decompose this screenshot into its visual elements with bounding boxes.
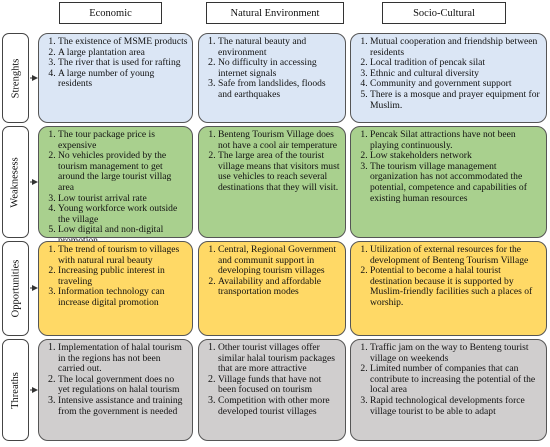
list-item: 1. Traffic jam on the way to Benteng tourist village on weekends bbox=[370, 343, 542, 364]
row-label-threats bbox=[2, 339, 29, 441]
row-label-threats-text: Threaths bbox=[10, 371, 21, 409]
list-item: 2. Local tradition of pencak silat bbox=[370, 58, 542, 69]
list-item: 2. Potential to become a halal tourist destination because it is supported by Muslim-friendly facilities such a places of worship. bbox=[370, 266, 542, 308]
list-item: 2. The local government does no yet regulations on halal tourism bbox=[58, 375, 188, 396]
cell-strengths-natural bbox=[198, 33, 346, 123]
list-item: 2. The large area of the tourist village means that visitors must use vehicles to reach several destinations that they will visit. bbox=[218, 151, 341, 193]
column-header-economic: Economic bbox=[59, 2, 162, 24]
list-item: 1. The natural beauty and environment bbox=[218, 37, 341, 58]
cell-weaknesses-natural bbox=[198, 126, 346, 238]
list-item: 3. Low tourist arrival rate bbox=[58, 194, 188, 205]
column-header-socio-cultural: Socio-Cultural bbox=[382, 2, 506, 24]
list-item: 3. Safe from landslides, floods and earthquakes bbox=[218, 79, 341, 100]
list-item: 5. Low digital and non-digital bbox=[58, 225, 188, 246]
list-item: 2. Limited number of companies that can contribute to increasing the potential of the local area bbox=[370, 364, 542, 396]
cell-threats-economic bbox=[38, 339, 193, 441]
list-item: 2. No vehicles provided by the tourism management to get around the large tourist villag area bbox=[58, 151, 188, 193]
list-item: 2. Village funds that have not been focused on tourism bbox=[218, 375, 341, 396]
list-item: 4. Community and government support bbox=[370, 79, 542, 90]
cell-opportunities-natural bbox=[198, 241, 346, 336]
cell-threats-socio bbox=[350, 339, 547, 441]
list-item: 1. The existence of MSME products bbox=[58, 37, 188, 48]
column-header-natural-environment: Natural Environment bbox=[206, 2, 344, 24]
row-label-weaknesses bbox=[2, 126, 29, 238]
list-item: 3. Information technology can increase digital promotion bbox=[58, 287, 188, 308]
cell-threats-natural bbox=[198, 339, 346, 441]
list-item: 5. There is a mosque and prayer equipment for Muslim. bbox=[370, 90, 542, 111]
list-item: 2. Availability and affordable transportation modes bbox=[218, 277, 341, 298]
list-item: 3. Rapid technological developments force village tourist to be able to adapt bbox=[370, 396, 542, 417]
list-item: 3. The tourism village management organization has not accommodated the potential, competence and capabilities of existing human resources bbox=[370, 162, 542, 204]
list-item: 1. Implementation of halal tourism in the regions has not been carried out. bbox=[58, 343, 188, 375]
cell-strengths-socio bbox=[350, 33, 547, 123]
list-item: 1. Pencak Silat attractions have not been playing continuously. bbox=[370, 130, 542, 151]
list-item: 1. Central, Regional Government and communit support in developing tourism villages bbox=[218, 245, 341, 277]
cell-weaknesses-socio bbox=[350, 126, 547, 238]
cell-weaknesses-economic bbox=[38, 126, 193, 238]
list-item: 2. A large plantation area bbox=[58, 48, 188, 59]
list-item: 3. Intensive assistance and training from the government is needed bbox=[58, 396, 188, 417]
list-item: 1. The tour package price is expensive bbox=[58, 130, 188, 151]
list-item: 2. Low stakeholders network bbox=[370, 151, 542, 162]
cell-strengths-economic bbox=[38, 33, 193, 123]
list-item: 2. No difficulty in accessing internet signals bbox=[218, 58, 341, 79]
row-label-weaknesses-text: Weaknesess bbox=[10, 156, 22, 208]
list-item: 2. Increasing public interest in traveling bbox=[58, 266, 188, 287]
list-item: 3. Ethnic and cultural diversity bbox=[370, 69, 542, 80]
row-label-opportunities-text: Opportunities bbox=[10, 259, 21, 318]
list-item: 1. Mutual cooperation and friendship between residents bbox=[370, 37, 542, 58]
cell-opportunities-economic bbox=[38, 241, 193, 336]
row-label-strengths bbox=[2, 33, 29, 123]
list-item: 1. Benteng Tourism Village does not have a cool air temperature bbox=[218, 130, 341, 151]
list-item: 1. Other tourist villages offer similar halal tourism packages that are more attractive bbox=[218, 343, 341, 375]
list-item: 4. Young workforce work outside the village bbox=[58, 204, 188, 225]
list-item: 3. The river that is used for rafting bbox=[58, 58, 188, 69]
list-item: 3. Competition with other more developed tourist villages bbox=[218, 396, 341, 417]
cell-opportunities-socio bbox=[350, 241, 547, 336]
list-item: 4. A large number of young residents bbox=[58, 69, 188, 90]
row-label-strengths-text: Strenghts bbox=[10, 58, 22, 98]
list-item: 1. Utilization of external resources for the development of Benteng Tourism Village bbox=[370, 245, 542, 266]
row-label-opportunities bbox=[2, 241, 29, 336]
list-item: 1. The trend of tourism to villages with natural rural beauty bbox=[58, 245, 188, 266]
